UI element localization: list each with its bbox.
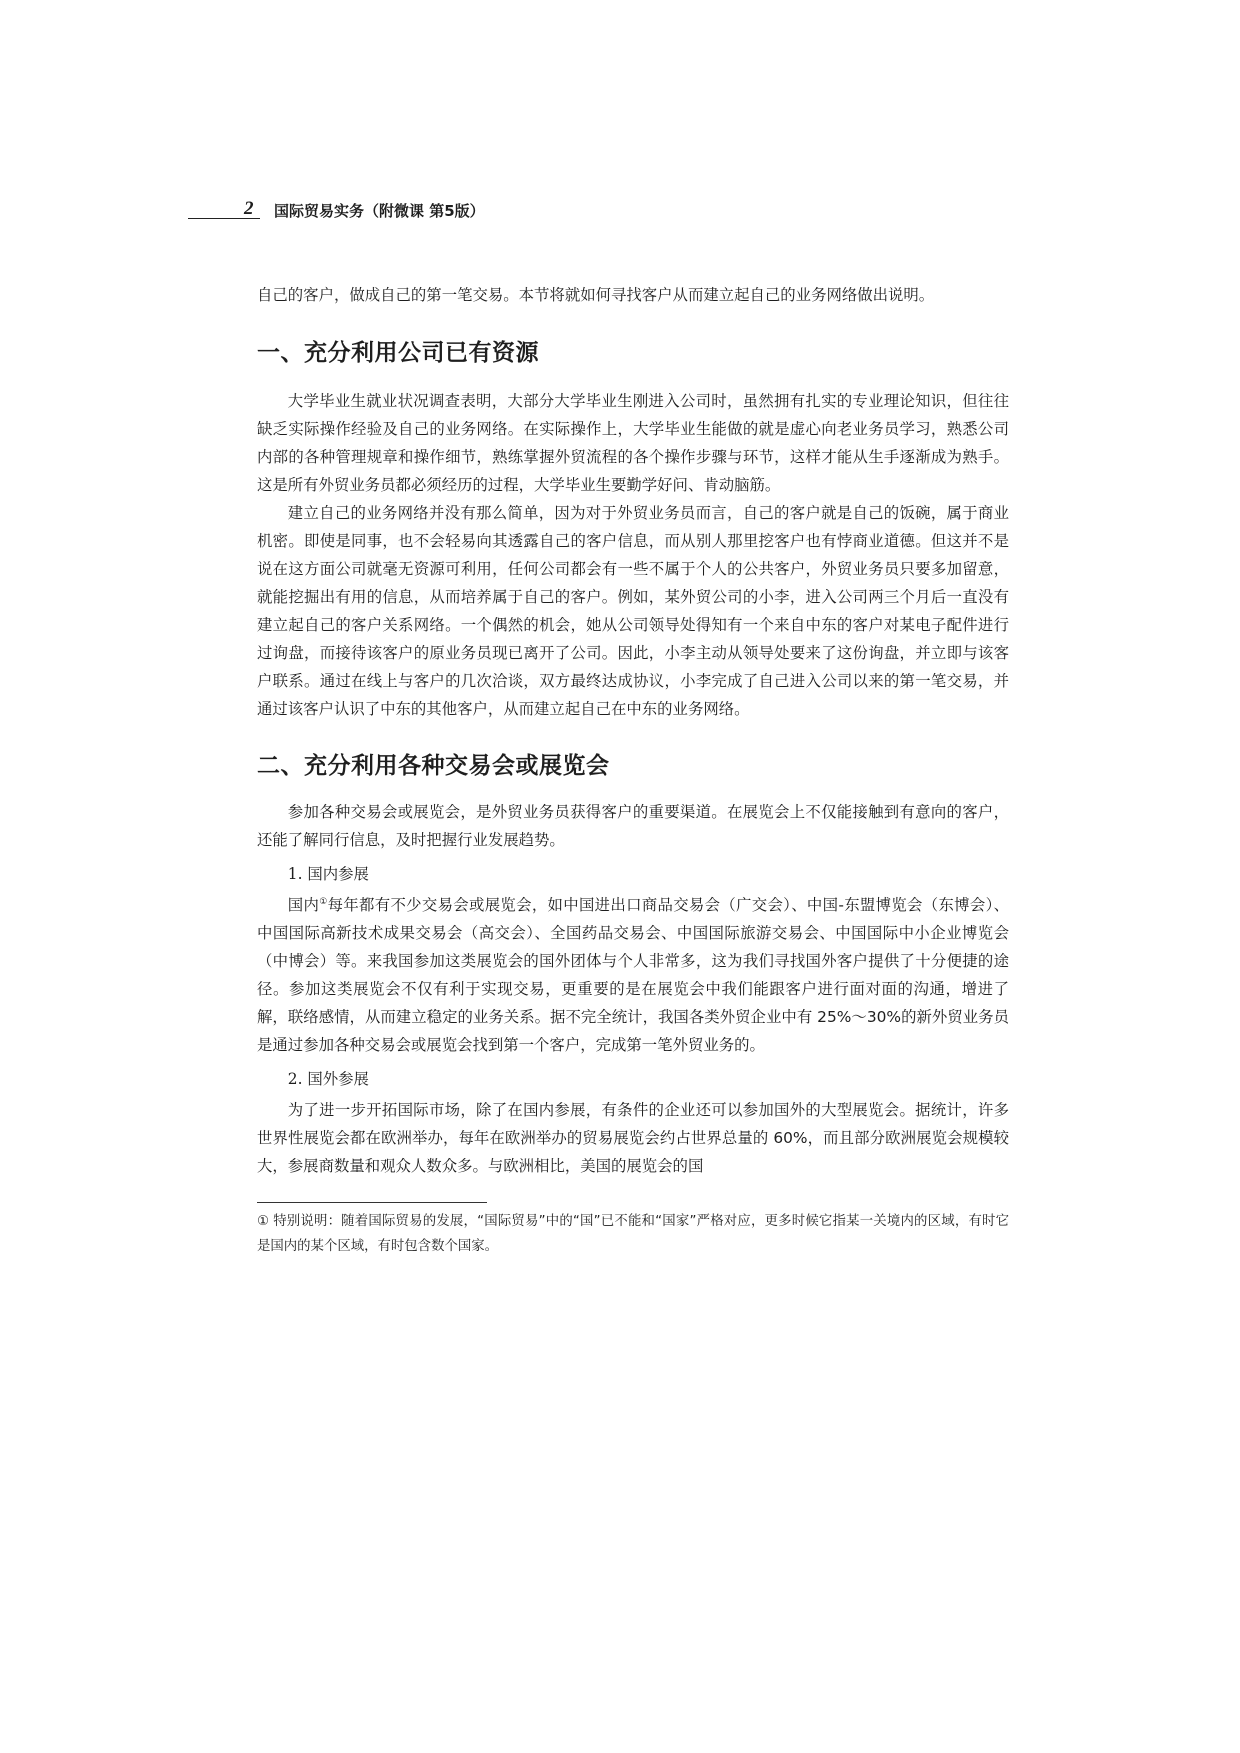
domestic-lead: 国内 — [287, 896, 320, 914]
footnote — [257, 1209, 1009, 1259]
subheading-overseas-exhibitions: 2. 国外参展 — [287, 1070, 369, 1088]
running-header — [188, 198, 688, 228]
section-2-intro: 参加各种交易会或展览会，是外贸业务员获得客户的重要渠道。在展览会上不仅能接触到有意向的客户，还能了解同行信息，及时把握行业发展趋势。 — [257, 803, 1009, 849]
domestic-exhibitions-paragraph — [257, 891, 1009, 1059]
intro-paragraph: 自己的客户，做成自己的第一笔交易。本节将就如何寻找客户从而建立起自己的业务网络做出说明。 — [257, 286, 935, 304]
section-1-paragraph-1: 大学毕业生就业状况调查表明，大部分大学毕业生刚进入公司时，虽然拥有扎实的专业理论知识，但往往缺乏实际操作经验及自己的业务网络。在实际操作上，大学毕业生能做的就是虚心向老业务员学习，熟悉公司内部的各种管理规章和操作细节，熟练掌握外贸流程的各个操作步骤与环节，这样才能从生手逐渐成为熟手。这是所有外贸业务员都必须经历的过程，大学毕业生要勤学好问、肯动脑筋。 — [257, 392, 1009, 494]
book-title: 国际贸易实务（附微课 第5版） — [274, 202, 485, 220]
section-1-heading: 一、充分利用公司已有资源 — [257, 340, 539, 366]
section-2-heading: 二、充分利用各种交易会或展览会 — [257, 753, 610, 779]
subheading-domestic-exhibitions: 1. 国内参展 — [287, 865, 369, 883]
footnote-separator — [257, 1202, 487, 1203]
overseas-exhibitions-paragraph: 为了进一步开拓国际市场，除了在国内参展，有条件的企业还可以参加国外的大型展览会。据统计，许多世界性展览会都在欧洲举办，每年在欧洲举办的贸易展览会约占世界总量的 60%，而且部分欧洲展览会规模较大，参展商数量和观众人数众多。与欧洲相比，美国的展览会的国 — [257, 1101, 1009, 1175]
footnote-text: 特别说明：随着国际贸易的发展，“国际贸易”中的“国”已不能和“国家”严格对应，更多时候它指某一关境内的区域，有时它是国内的某个区域，有时包含数个国家。 — [257, 1214, 1009, 1254]
page-number: 2 — [244, 198, 254, 219]
footnote-reference[interactable]: ① — [319, 896, 328, 907]
domestic-text: 每年都有不少交易会或展览会，如中国进出口商品交易会（广交会）、中国-东盟博览会（东博会）、中国国际高新技术成果交易会（高交会）、全国药品交易会、中国国际旅游交易会、中国国际中小企业博览会（中博会）等。来我国参加这类展览会的国外团体与个人非常多，这为我们寻找国外客户提供了十分便捷的途径。参加这类展览会不仅有利于实现交易，更重要的是在展览会中我们能跟客户进行面对面的沟通，增进了解，联络感情，从而建立稳定的业务关系。据不完全统计，我国各类外贸企业中有 25%～30%的新外贸业务员是通过参加各种交易会或展览会找到第一个客户，完成第一笔外贸业务的。 — [257, 896, 1009, 1054]
section-1-paragraph-2: 建立自己的业务网络并没有那么简单，因为对于外贸业务员而言，自己的客户就是自己的饭碗，属于商业机密。即使是同事，也不会轻易向其透露自己的客户信息，而从别人那里挖客户也有悖商业道德。但这并不是说在这方面公司就毫无资源可利用，任何公司都会有一些不属于个人的公共客户，外贸业务员只要多加留意，就能挖掘出有用的信息，从而培养属于自己的客户。例如，某外贸公司的小李，进入公司两三个月后一直没有建立起自己的客户关系网络。一个偶然的机会，她从公司领导处得知有一个来自中东的客户对某电子配件进行过询盘，而接待该客户的原业务员现已离开了公司。因此，小李主动从领导处要来了这份询盘，并立即与该客户联系。通过在线上与客户的几次洽谈，双方最终达成协议，小李完成了自己进入公司以来的第一笔交易，并通过该客户认识了中东的其他客户，从而建立起自己在中东的业务网络。 — [257, 504, 1009, 718]
body-text — [257, 281, 1009, 1259]
footnote-marker: ① — [257, 1214, 270, 1229]
